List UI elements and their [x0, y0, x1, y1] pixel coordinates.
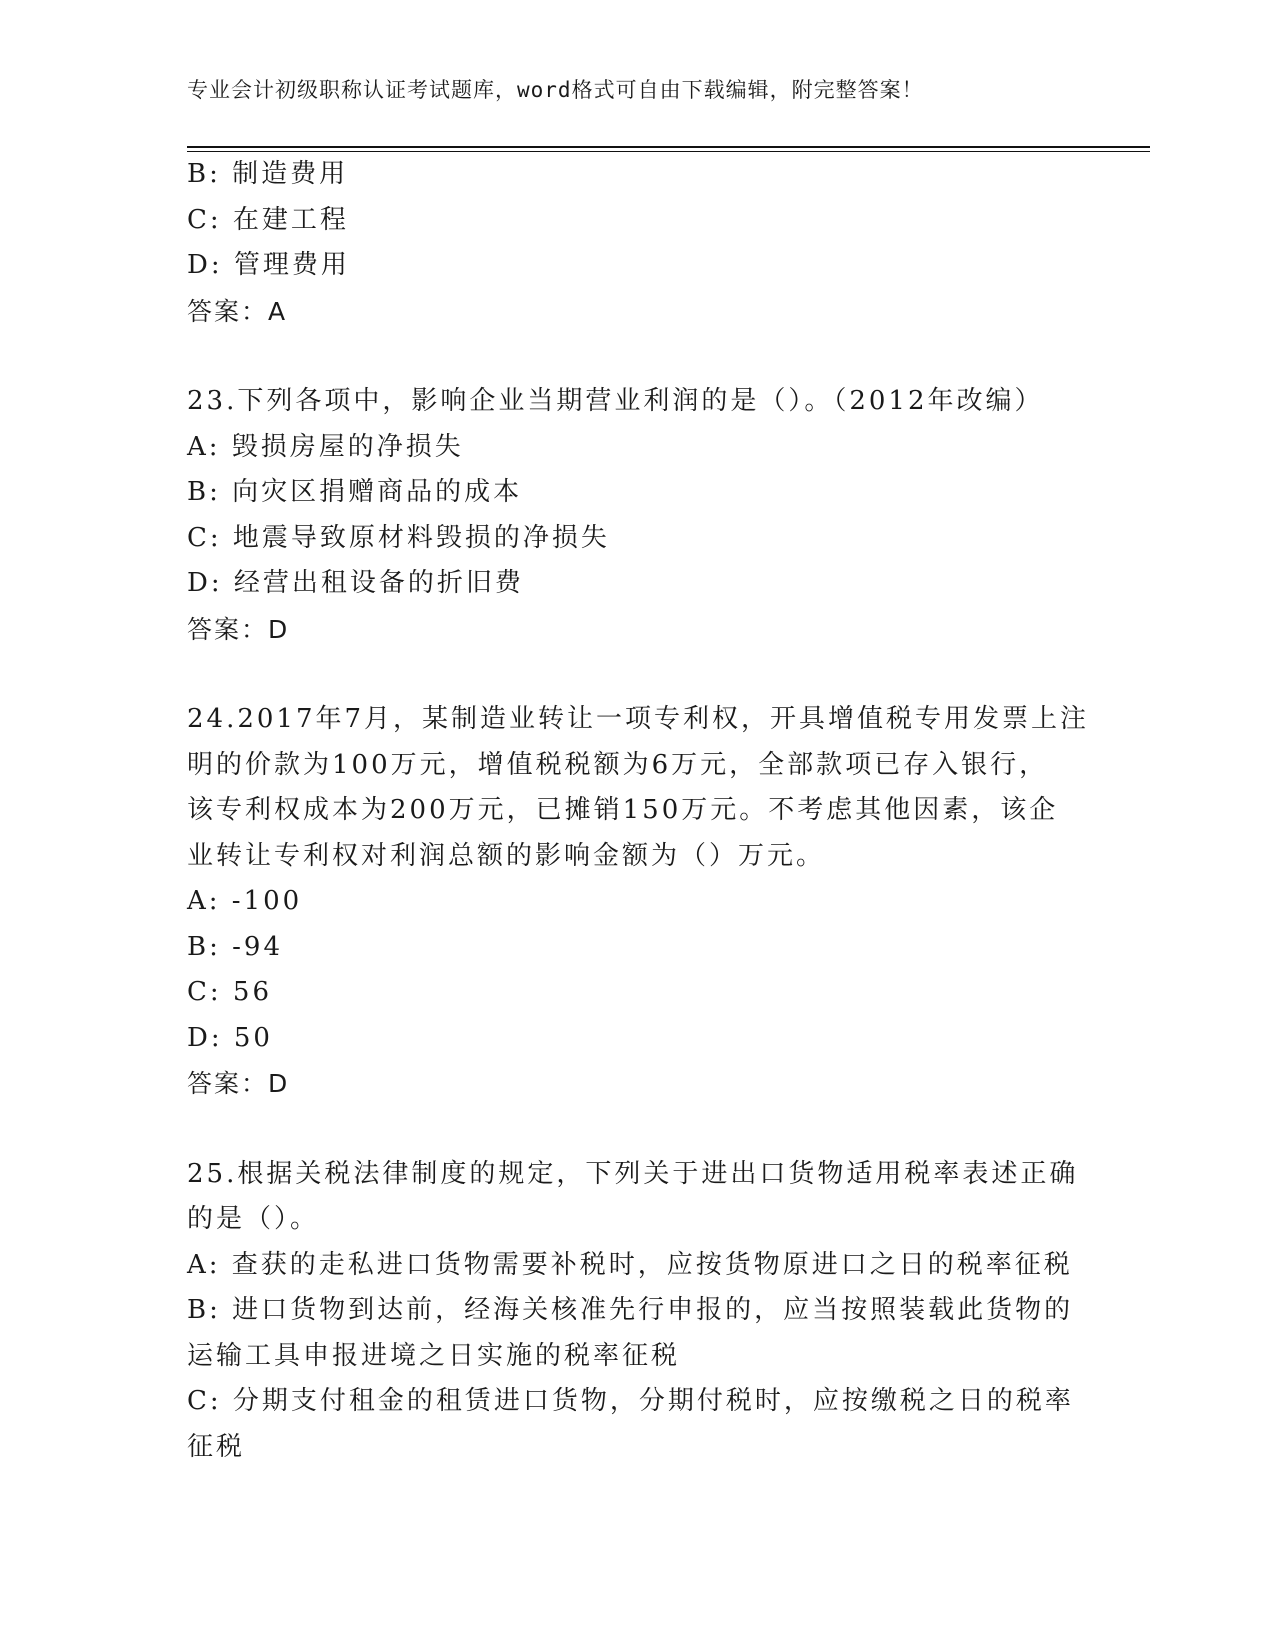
page-header: 专业会计初级职称认证考试题库，word格式可自由下载编辑，附完整答案！ — [187, 78, 924, 102]
option-c: C: 分期支付租金的租赁进口货物，分期付税时，应按缴税之日的税率 — [187, 1386, 1074, 1416]
option-d: D: 管理费用 — [187, 250, 350, 280]
option-c: C: 在建工程 — [187, 204, 349, 235]
option-a: A: 查获的走私进口货物需要补税时，应按货物原进口之日的税率征税 — [187, 1249, 1073, 1280]
question-22-tail — [187, 152, 1087, 334]
question-stem-line: 该专利权成本为200万元，已摊销150万元。不考虑其他因素，该企 — [187, 795, 1059, 825]
spacer — [187, 1107, 1087, 1152]
option-b: B: -94 — [187, 931, 283, 962]
spacer — [187, 652, 1087, 697]
question-stem-line: 明的价款为100万元，增值税税额为6万元，全部款项已存入银行， — [187, 749, 1049, 780]
question-stem-line: 的是（）。 — [187, 1204, 320, 1234]
option-c-continued: 征税 — [187, 1431, 246, 1462]
option-c: C: 地震导致原材料毁损的净损失 — [187, 522, 610, 553]
option-b-continued: 运输工具申报进境之日实施的税率征税 — [187, 1340, 681, 1371]
option-a: A: -100 — [187, 886, 303, 916]
question-stem-line: 24.2017年7月，某制造业转让一项专利权，开具增值税专用发票上注 — [187, 704, 1090, 734]
header-rule-thick — [187, 146, 1150, 148]
question-23 — [187, 379, 1087, 652]
question-25 — [187, 1152, 1087, 1471]
option-d: D: 经营出租设备的折旧费 — [187, 568, 524, 598]
option-b: B: 向灾区捐赠商品的成本 — [187, 477, 523, 507]
question-stem: 23.下列各项中，影响企业当期营业利润的是（）。（2012年改编） — [187, 386, 1044, 416]
question-stem-line: 业转让专利权对利润总额的影响金额为（）万元。 — [187, 840, 826, 871]
option-c: C: 56 — [187, 977, 273, 1007]
question-24 — [187, 697, 1090, 1107]
option-b: B: 制造费用 — [187, 159, 349, 189]
option-d: D: 50 — [187, 1022, 273, 1053]
option-b: B: 进口货物到达前，经海关核准先行申报的，应当按照装载此货物的 — [187, 1295, 1074, 1325]
option-a: A: 毁损房屋的净损失 — [187, 431, 464, 462]
document-body — [187, 152, 1090, 1470]
answer: 答案：D — [187, 1069, 290, 1098]
answer: 答案：D — [187, 614, 290, 644]
spacer — [187, 334, 1087, 379]
answer: 答案：A — [187, 296, 288, 326]
question-stem-line: 25.根据关税法律制度的规定，下列关于进出口货物适用税率表述正确 — [187, 1158, 1079, 1189]
